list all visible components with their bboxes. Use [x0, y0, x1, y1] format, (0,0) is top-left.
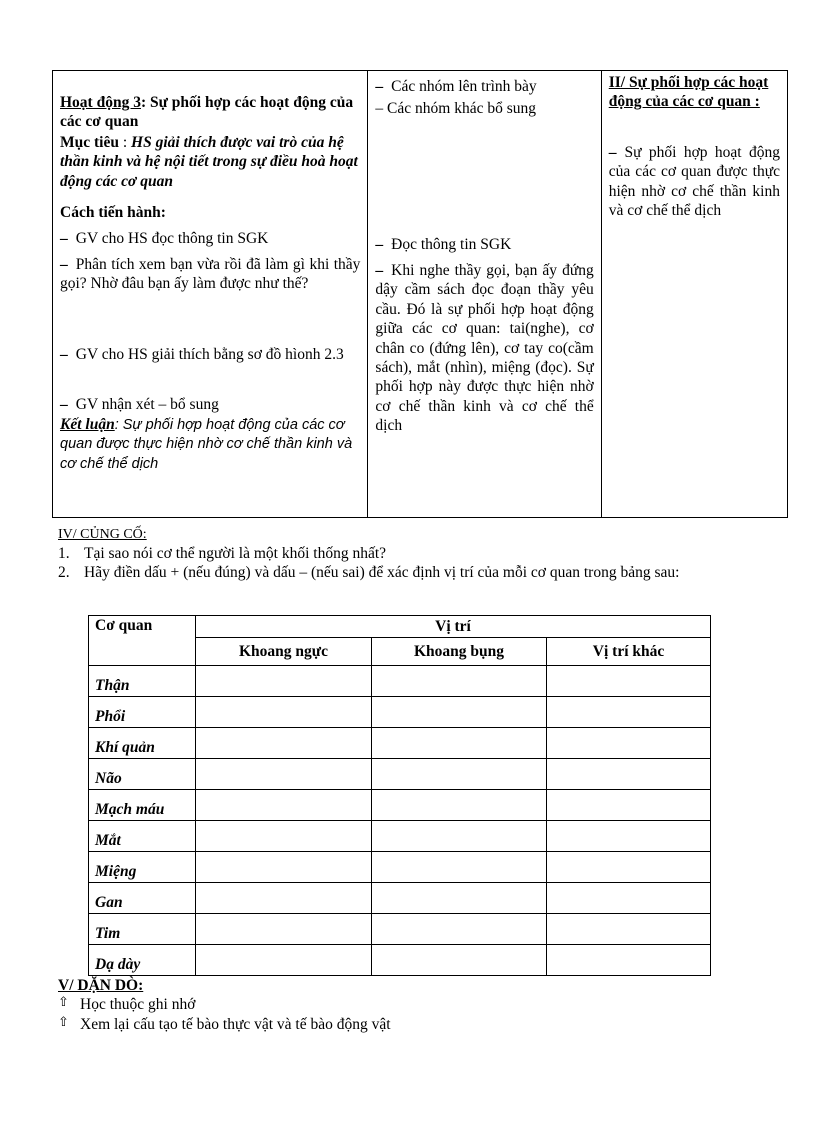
student-answer: – Khi nghe thầy gọi, bạn ấy đứng dậy cầm sách đọc đoạn thầy yêu cầu. Đó là sự phối hợp hoạt động giữa các cơ quan: tai(nghe), cơ chân co (đứng lên), cơ tay co(cầm sách), mắt (nhìn), miệng (đọc). Sự phối hợp này được thực hiện nhờ cơ chế thần kinh và cơ chế thể dịch — [375, 261, 593, 435]
homework-item: ⇧ Xem lại cấu tạo tế bào thực vật và tế bào động vật — [58, 1015, 778, 1034]
answer-cell[interactable] — [372, 821, 547, 852]
question-1 — [58, 544, 778, 563]
step-read-info: – GV cho HS đọc thông tin SGK — [60, 229, 360, 248]
table-row — [89, 852, 711, 883]
answer-cell[interactable] — [372, 666, 547, 697]
question-1-text: Tại sao nói cơ thể người là một khối thống nhất? — [84, 544, 387, 562]
answer-cell[interactable] — [372, 759, 547, 790]
student-read-info: – Đọc thông tin SGK — [375, 235, 593, 254]
answer-cell[interactable] — [547, 697, 711, 728]
step-analyze: – Phân tích xem bạn vừa rồi đã làm gì khi thầy gọi? Nhờ đâu bạn ấy làm được như thế? — [60, 255, 360, 294]
answer-cell[interactable] — [372, 883, 547, 914]
question-1-number: 1. — [58, 544, 70, 562]
table-row — [89, 790, 711, 821]
activity-table — [52, 70, 788, 518]
table-row — [89, 728, 711, 759]
table-row — [89, 759, 711, 790]
question-2-number: 2. — [58, 563, 70, 581]
header-other-position: Vị trí khác — [547, 638, 711, 666]
conclusion-label: Kết luận — [60, 416, 115, 433]
answer-cell[interactable] — [547, 945, 711, 976]
goal-sep: : — [118, 134, 132, 151]
organ-name: Mạch máu — [89, 790, 196, 821]
question-2 — [58, 563, 778, 582]
answer-cell[interactable] — [196, 914, 372, 945]
organ-name: Tim — [89, 914, 196, 945]
answer-cell[interactable] — [196, 821, 372, 852]
goal — [60, 133, 360, 191]
table-row — [89, 697, 711, 728]
organ-name: Não — [89, 759, 196, 790]
organ-name: Mắt — [89, 821, 196, 852]
answer-cell[interactable] — [372, 914, 547, 945]
conclusion — [60, 415, 360, 473]
answer-cell[interactable] — [547, 790, 711, 821]
answer-cell[interactable] — [547, 666, 711, 697]
answer-cell[interactable] — [547, 759, 711, 790]
header-chest-cavity: Khoang ngực — [196, 638, 372, 666]
section-consolidation — [58, 526, 778, 582]
section-ii-content: – Sự phối hợp hoạt động của các cơ quan được thực hiện nhờ cơ chế thần kinh và cơ chế thể dịch — [609, 143, 780, 221]
section-heading-ii: II/ Sự phối hợp các hoạt động của các cơ quan : — [608, 74, 769, 111]
organ-name: Phổi — [89, 697, 196, 728]
answer-cell[interactable] — [547, 821, 711, 852]
header-organ: Cơ quan — [89, 616, 196, 666]
organ-name: Miệng — [89, 852, 196, 883]
answer-cell[interactable] — [547, 914, 711, 945]
table-row — [89, 666, 711, 697]
group-present: – Các nhóm lên trình bày — [375, 77, 593, 96]
answer-cell[interactable] — [196, 790, 372, 821]
organ-position-table — [88, 615, 711, 976]
student-activity-cell — [368, 71, 601, 518]
answer-cell[interactable] — [196, 666, 372, 697]
section4-heading: IV/ CỦNG CỐ: — [58, 527, 147, 542]
answer-cell[interactable] — [372, 728, 547, 759]
table-row — [89, 883, 711, 914]
answer-cell[interactable] — [372, 697, 547, 728]
organ-name: Gan — [89, 883, 196, 914]
header-abdominal-cavity: Khoang bụng — [372, 638, 547, 666]
answer-cell[interactable] — [547, 883, 711, 914]
answer-cell[interactable] — [196, 945, 372, 976]
activity-title — [60, 93, 360, 132]
table-row — [89, 914, 711, 945]
answer-cell[interactable] — [372, 945, 547, 976]
teacher-activity-cell — [53, 71, 368, 518]
table-row — [89, 945, 711, 976]
content-cell — [601, 71, 787, 518]
answer-cell[interactable] — [372, 852, 547, 883]
table-row — [89, 821, 711, 852]
goal-label: Mục tiêu — [60, 134, 119, 151]
homework-item: ⇧ Học thuộc ghi nhớ — [58, 995, 778, 1014]
goal-text: HS giải thích được vai trò của hệ thần kinh và hệ nội tiết trong sự điều hoà hoạt động các cơ quan — [60, 134, 358, 190]
answer-cell[interactable] — [196, 697, 372, 728]
organ-name: Dạ dày — [89, 945, 196, 976]
activity-title-label: Hoạt động 3 — [60, 94, 141, 111]
header-position: Vị trí — [196, 616, 711, 638]
step-explain-diagram: – GV cho HS giải thích bằng sơ đồ hìonh 2.3 — [60, 345, 360, 364]
conclusion-text: : Sự phối hợp hoạt động của các cơ quan được thực hiện nhờ cơ chế thần kinh và cơ chế thể dịch — [60, 417, 353, 472]
answer-cell[interactable] — [547, 728, 711, 759]
answer-cell[interactable] — [372, 790, 547, 821]
group-supplement: – Các nhóm khác bổ sung — [375, 100, 536, 117]
organ-name: Khí quản — [89, 728, 196, 759]
question-2-text: Hãy điền dấu + (nếu đúng) và dấu – (nếu sai) để xác định vị trí của mỗi cơ quan trong bảng sau: — [84, 563, 680, 581]
method-heading: Cách tiến hành: — [60, 204, 166, 221]
section5-heading: V/ DẶN DÒ: — [58, 977, 144, 994]
answer-cell[interactable] — [196, 728, 372, 759]
organ-name: Thận — [89, 666, 196, 697]
step-review: – GV nhận xét – bổ sung — [60, 395, 360, 414]
activity-title-text: : Sự phối hợp các hoạt động của các cơ quan — [60, 94, 354, 131]
answer-cell[interactable] — [196, 759, 372, 790]
answer-cell[interactable] — [196, 883, 372, 914]
answer-cell[interactable] — [547, 852, 711, 883]
section-homework — [58, 976, 778, 1034]
answer-cell[interactable] — [196, 852, 372, 883]
